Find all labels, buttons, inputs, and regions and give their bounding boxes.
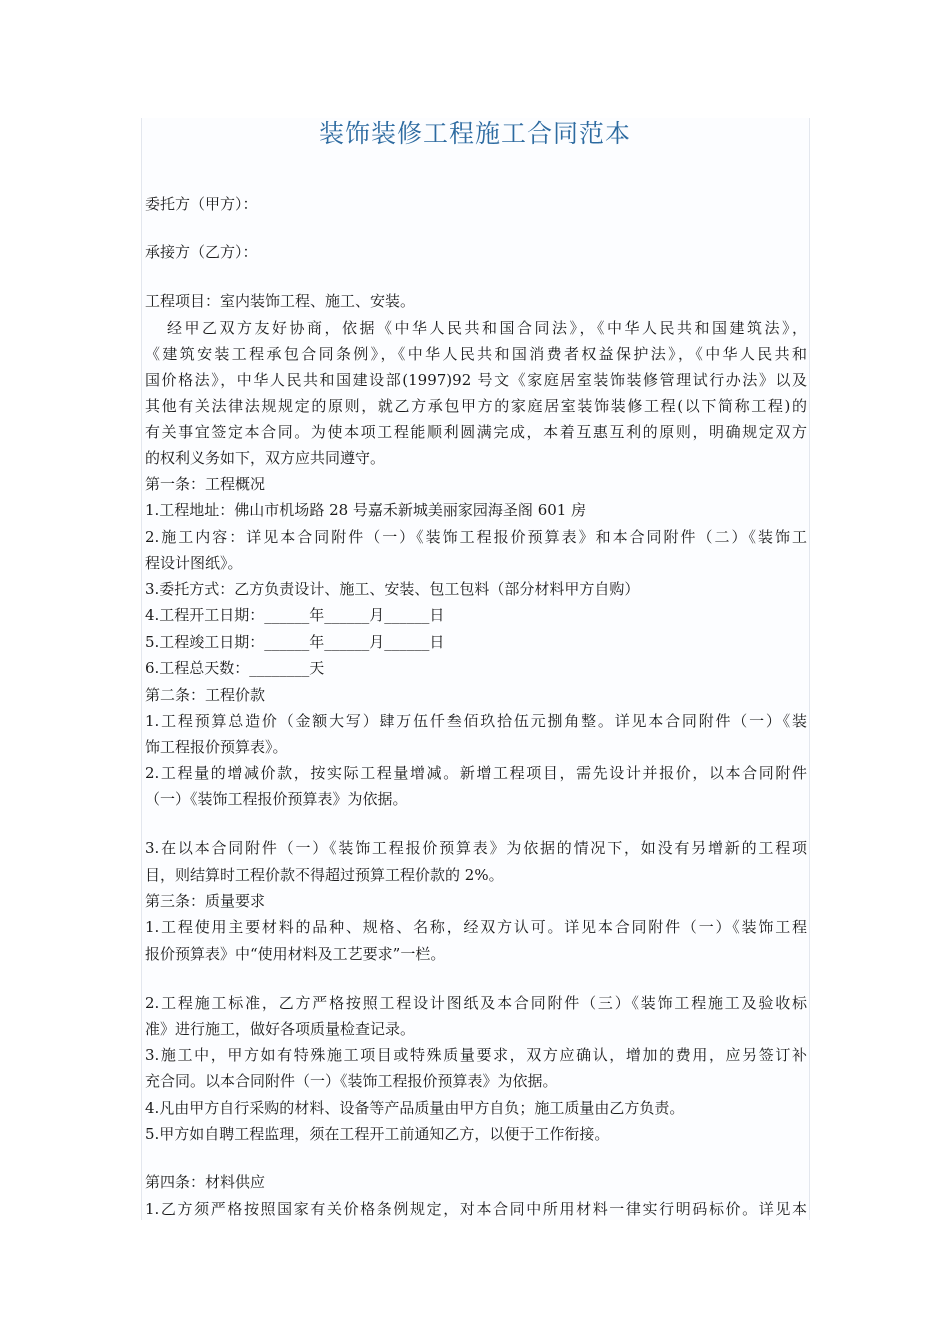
preamble-line: 有关事宜签定本合同。为使本项工程能顺利圆满完成，本着互惠互利的原则，明确规定双方	[145, 423, 807, 441]
clause-line: 3.施工中，甲方如有特殊施工项目或特殊质量要求，双方应确认，增加的费用，应另签订补	[145, 1046, 807, 1064]
section-heading: 第一条：工程概况	[145, 475, 266, 493]
clause-line: 5.甲方如自聘工程监理，须在工程开工前通知乙方，以便于工作衔接。	[145, 1125, 610, 1143]
clause-line: 目，则结算时工程价款不得超过预算工程价款的 2%。	[145, 866, 504, 884]
clause-line: 报价预算表》中“使用材料及工艺要求”一栏。	[145, 945, 446, 963]
section-heading: 第三条：质量要求	[145, 892, 266, 910]
clause-line: 准》进行施工，做好各项质量检查记录。	[145, 1020, 416, 1038]
preamble-line: 国价格法》，中华人民共和国建设部(1997)92 号文《家庭居室装饰装修管理试行办法》以及	[145, 371, 807, 389]
preamble-line: 的权利义务如下，双方应共同遵守。	[145, 449, 386, 467]
clause-line: 程设计图纸》。	[145, 554, 243, 572]
project-line: 工程项目：室内装饰工程、施工、安装。	[145, 292, 416, 310]
clause-line: 4.凡由甲方自行采购的材料、设备等产品质量由甲方自负；施工质量由乙方负责。	[145, 1099, 685, 1117]
clause-line: 2.施工内容：详见本合同附件（一）《装饰工程报价预算表》和本合同附件（二）《装饰工	[145, 528, 807, 546]
section-heading: 第四条：材料供应	[145, 1173, 266, 1191]
clause-line: 1.工程预算总造价（金额大写）肆万伍仟叁佰玖拾伍元捌角整。详见本合同附件（一）《装	[145, 712, 807, 730]
clause-line: 6.工程总天数：________天	[145, 659, 325, 677]
clause-line: 5.工程竣工日期：______年______月______日	[145, 633, 445, 651]
party-b-line: 承接方（乙方）：	[145, 243, 258, 261]
document-title: 装饰装修工程施工合同范本	[318, 119, 631, 148]
clause-line: 充合同。以本合同附件（一）《装饰工程报价预算表》为依据。	[145, 1072, 558, 1090]
clause-line: 1.工程使用主要材料的品种、规格、名称，经双方认可。详见本合同附件（一）《装饰工程	[145, 918, 807, 936]
clause-line: 2.工程施工标准，乙方严格按照工程设计图纸及本合同附件（三）《装饰工程施工及验收标	[145, 994, 807, 1012]
clause-line: 2.工程量的增减价款，按实际工程量增减。新增工程项目，需先设计并报价，以本合同附件	[145, 764, 807, 782]
party-a-line: 委托方（甲方）：	[145, 195, 258, 213]
clause-line: 1.工程地址：佛山市机场路 28 号嘉禾新城美丽家园海圣阁 601 房	[145, 501, 587, 519]
preamble-line: 其他有关法律法规规定的原则，就乙方承包甲方的家庭居室装饰装修工程(以下简称工程)的	[145, 397, 807, 415]
preamble-line: 经甲乙双方友好协商，依据《中华人民共和国合同法》，《中华人民共和国建筑法》，	[167, 319, 807, 337]
clause-line: 3.委托方式：乙方负责设计、施工、安装、包工包料（部分材料甲方自购）	[145, 580, 640, 598]
clause-line: （一）《装饰工程报价预算表》为依据。	[145, 790, 408, 808]
clause-line: 1.乙方须严格按照国家有关价格条例规定，对本合同中所用材料一律实行明码标价。详见本	[145, 1200, 807, 1218]
preamble-line: 《建筑安装工程承包合同条例》，《中华人民共和国消费者权益保护法》，《中华人民共和	[145, 345, 807, 363]
clause-line: 4.工程开工日期：______年______月______日	[145, 606, 445, 624]
clause-line: 饰工程报价预算表》。	[145, 738, 288, 756]
section-heading: 第二条：工程价款	[145, 686, 266, 704]
clause-line: 3.在以本合同附件（一）《装饰工程报价预算表》为依据的情况下，如没有另增新的工程项	[145, 839, 807, 857]
